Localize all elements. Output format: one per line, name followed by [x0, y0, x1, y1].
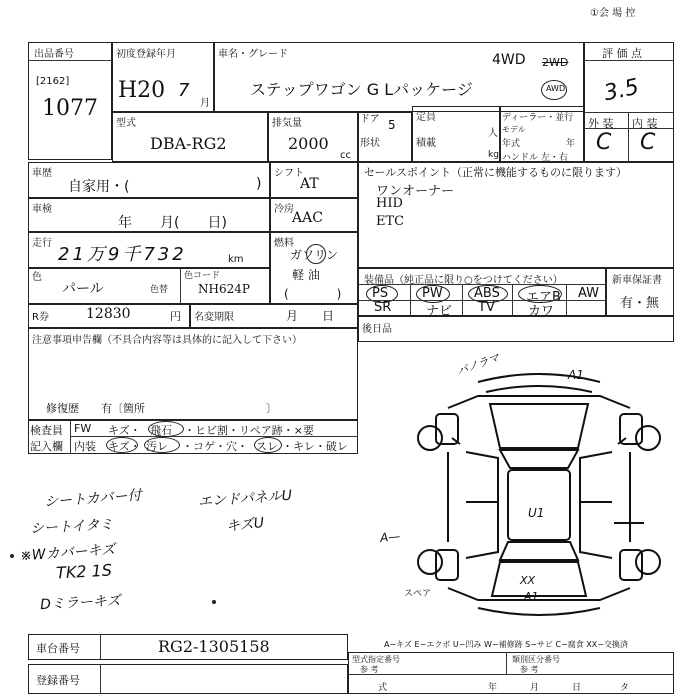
- footer-field-4: 日: [572, 683, 582, 693]
- mileage-label: 走行: [32, 238, 52, 249]
- category-ref: 参 考: [520, 665, 539, 674]
- shift-label: シフト: [274, 168, 304, 179]
- selling-label: セールスポイント（正常に機能するものに限ります）: [364, 166, 628, 179]
- diag-mark-xx: XX: [520, 574, 536, 587]
- name-label: 車名・グレード: [218, 49, 288, 60]
- history-cell: [28, 162, 270, 198]
- footer-field-3: 月: [530, 683, 540, 693]
- equip-kawa: カワ: [528, 304, 555, 319]
- doors-label: ドア: [360, 114, 380, 125]
- ac-value: AAC: [292, 210, 323, 226]
- int-value: C: [640, 130, 656, 155]
- insp-sure: スレ: [256, 440, 278, 453]
- displacement-value: 2000: [288, 134, 329, 153]
- history-label: 車歴: [32, 168, 52, 179]
- inspection-label: 車検: [32, 204, 52, 215]
- selling-point-1: ワンオーナー: [376, 184, 455, 199]
- ac-label: 冷房: [274, 204, 294, 215]
- insp-kizu-2-circle: [106, 437, 138, 453]
- model-label: 型式: [116, 118, 136, 129]
- rear-cell: [358, 316, 674, 342]
- r-unit: 円: [170, 310, 181, 323]
- diag-mark-a-left: A—: [379, 528, 401, 546]
- lot-number: 1077: [42, 96, 98, 121]
- dot-mark-1: [10, 554, 14, 558]
- insp-fw: FW: [74, 422, 92, 435]
- model-change-label: モデル: [502, 125, 526, 134]
- color-code-value: NH624P: [198, 282, 250, 296]
- name-change-value: 月 日: [286, 309, 335, 323]
- capacity-unit: 人: [488, 128, 498, 139]
- hand-note-2: シートイタミ: [29, 516, 114, 538]
- inspector-label-1: 検査員: [30, 424, 63, 437]
- displacement-unit: cc: [340, 150, 351, 161]
- color-label: 色: [32, 272, 42, 283]
- insp-kizu: キズ・: [108, 424, 141, 437]
- year-label: 年式: [502, 139, 521, 149]
- diag-mark-right-line: [614, 522, 644, 524]
- displacement-label: 排気量: [272, 118, 302, 129]
- spare-label: スペア: [404, 589, 432, 599]
- capacity-label: 定員: [416, 112, 436, 123]
- category-label: 類別区分番号: [512, 655, 560, 664]
- model-value: DBA-RG2: [150, 134, 227, 153]
- reg-month-unit: 月: [200, 98, 210, 109]
- rear-label: 後日品: [362, 324, 392, 335]
- inspection-value: 年 月( 日): [118, 215, 227, 231]
- footer-field-1: 式: [378, 683, 388, 693]
- chassis-value: RG2-1305158: [158, 637, 270, 656]
- hand-note-7: キズU: [225, 515, 265, 535]
- hand-note-5: Dミラーキズ: [39, 592, 121, 614]
- fuel-circle: [306, 244, 326, 264]
- insp-row2-rest: ・キレ・破レ: [282, 440, 348, 453]
- r-label: R券: [32, 312, 49, 323]
- history-close: ): [256, 176, 262, 192]
- diag-mark-u1: U1: [528, 506, 545, 520]
- footer-field-5: タ: [620, 683, 630, 693]
- corner-label: ①会 場 控: [590, 8, 636, 19]
- equip-ps: PS: [372, 286, 389, 301]
- reg-no-label: 登録番号: [36, 674, 80, 687]
- insp-row2-mid: ・コゲ・穴・: [182, 440, 248, 453]
- hand-note-3: ※Wカバーキズ: [19, 541, 116, 565]
- color-value: パール: [62, 281, 104, 297]
- selling-point-2: HID: [376, 196, 403, 211]
- equip-sr: SR: [374, 300, 392, 315]
- insp-row1-rest: ・ヒビ割・リペア跡・×要: [184, 424, 314, 437]
- fuel-label: 燃料: [274, 238, 294, 249]
- insp-yogore: 汚レ: [146, 440, 168, 453]
- hand-note-6: エンドパネルU: [197, 487, 293, 511]
- selling-point-3: ETC: [376, 214, 405, 229]
- notes-label: 注意事項申告欄（不具合内容等は具体的に記入して下さい）: [32, 335, 302, 346]
- handle-label: ハンドル 左・右: [502, 153, 568, 163]
- ext-value: C: [596, 130, 612, 155]
- equip-abs: ABS: [474, 286, 500, 301]
- car-name: ステップワゴン G Lパッケージ: [250, 80, 473, 99]
- color-no-label: 色替: [150, 285, 169, 295]
- lot-label: 出品番号: [34, 49, 74, 60]
- equipment-label: 装備品（純正品に限り○をつけてください）: [364, 275, 563, 286]
- insp-tobiishi: 飛石: [150, 424, 172, 437]
- shift-value: AT: [300, 176, 319, 192]
- hand-note-1: シートカバー付: [43, 487, 143, 511]
- name-change-label: 名変期限: [194, 312, 234, 323]
- diag-mark-panorama: パノラマ: [455, 350, 502, 379]
- warranty-label: 新車保証書: [612, 275, 662, 286]
- reg-label: 初度登録年月: [116, 49, 176, 60]
- mileage-value: 21万9千732: [58, 244, 187, 265]
- score-label: 評 価 点: [602, 47, 642, 60]
- ext-label: 外 装: [588, 117, 614, 130]
- diagram-legend: A−キズ E−エクボ U−凹み W−補修跡 S−サビ C−腐食 XX−交換済: [384, 640, 628, 649]
- diag-mark-a1-top: A1: [568, 368, 584, 382]
- drive-2wd: 2WD: [542, 56, 569, 69]
- awd-mark: AWD: [546, 84, 566, 93]
- warranty-value: 有・無: [620, 296, 660, 311]
- repair-label: 修復歴 有〔箇所 〕: [46, 402, 277, 415]
- r-value: 12830: [86, 306, 131, 322]
- reg-month: 7: [178, 80, 190, 101]
- insp-naisou: 内装: [74, 440, 96, 453]
- score-value: 3.5: [601, 74, 642, 107]
- int-label: 内 装: [632, 117, 658, 130]
- insp-sure-circle: [254, 437, 282, 453]
- hand-note-4: TK2 1S: [55, 560, 113, 583]
- insp-yogore-circle: [144, 437, 180, 453]
- load-unit: kg: [488, 150, 499, 160]
- insp-kizu-2: キズ・: [108, 440, 141, 453]
- fuel-paren: ( ): [284, 287, 342, 301]
- footer-field-2: 年: [488, 683, 498, 693]
- mileage-unit: km: [228, 254, 244, 265]
- dealer-label: ディーラー・並行: [502, 113, 574, 123]
- reg-era: H20: [118, 78, 166, 103]
- shape-label: 形状: [360, 138, 380, 149]
- doors-value: 5: [388, 118, 396, 132]
- designation-ref: 参 考: [360, 665, 379, 674]
- inspector-label-2: 記入欄: [30, 440, 63, 453]
- year-unit: 年: [566, 139, 576, 149]
- equip-pw: PW: [422, 286, 443, 301]
- fuel-light: 軽 油: [292, 268, 320, 282]
- history-value: 自家用・(: [68, 179, 130, 195]
- equip-aw: AW: [578, 286, 600, 301]
- load-label: 積載: [416, 138, 436, 149]
- fuel-gas: ガソリン: [290, 248, 339, 262]
- insp-tobiishi-circle: [148, 421, 184, 437]
- dot-mark-2: [212, 600, 216, 604]
- equip-tv: TV: [478, 300, 495, 315]
- diag-mark-a1-rear: A1: [524, 590, 539, 603]
- color-code-label: 色コード: [184, 271, 221, 281]
- drive-4wd: 4WD: [492, 52, 526, 68]
- designation-label: 型式指定番号: [352, 655, 400, 664]
- lot-small: [2162]: [36, 76, 70, 87]
- car-damage-diagram: [408, 352, 670, 622]
- equip-airbag: エアB: [526, 290, 561, 305]
- equip-navi: ナビ: [426, 304, 453, 319]
- chassis-label: 車台番号: [36, 642, 80, 655]
